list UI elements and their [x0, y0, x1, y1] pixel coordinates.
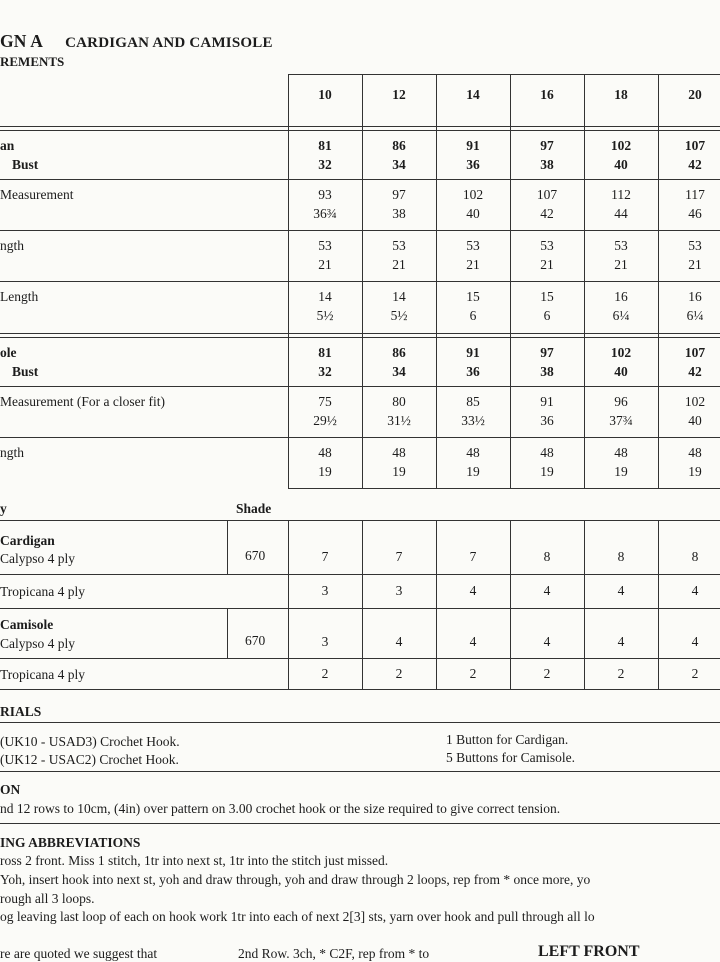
column-divider	[584, 74, 585, 488]
inch-value: 36	[540, 413, 554, 428]
inch-value: 36	[466, 364, 480, 379]
shade-divider	[227, 608, 228, 658]
cm-value: 86	[392, 138, 406, 153]
shade-divider	[227, 520, 228, 574]
cm-value: 107	[684, 138, 706, 153]
table-rule	[288, 74, 720, 75]
cm-value: 85	[466, 394, 480, 409]
inch-value: 32	[318, 364, 332, 379]
inch-value: 19	[540, 464, 554, 479]
cm-value: 81	[318, 138, 332, 153]
row-label: Measurement (For a closer fit)	[0, 394, 165, 409]
row-sublabel: Bust	[12, 364, 39, 379]
button-item-2: 5 Buttons for Camisole.	[446, 750, 575, 765]
ball-count: 2	[617, 666, 625, 681]
cm-value: 14	[318, 289, 332, 304]
tension-heading: ON	[0, 782, 21, 797]
cm-value: 112	[611, 187, 631, 202]
inch-value: 33½	[461, 413, 485, 428]
inch-value: 6	[469, 308, 477, 323]
ball-count: 4	[543, 583, 551, 598]
ball-count: 8	[617, 549, 625, 564]
table-rule	[0, 337, 720, 338]
ball-count: 4	[691, 583, 699, 598]
inch-value: 32	[318, 157, 332, 172]
cm-value: 75	[318, 394, 332, 409]
cm-value: 48	[392, 445, 406, 460]
table-rule	[0, 689, 720, 690]
cm-value: 48	[466, 445, 480, 460]
abbreviations-heading: ING ABBREVIATIONS	[0, 835, 141, 850]
yarn-name: Calypso 4 ply	[0, 636, 76, 651]
cm-value: 81	[318, 345, 332, 360]
hook-item-1: (UK10 - USAD3) Crochet Hook.	[0, 734, 180, 749]
inch-value: 36¾	[313, 206, 337, 221]
inch-value: 21	[318, 257, 332, 272]
inch-value: 21	[688, 257, 702, 272]
cm-value: 97	[392, 187, 406, 202]
cm-value: 117	[685, 187, 705, 202]
inch-value: 5½	[316, 308, 334, 323]
inch-value: 42	[540, 206, 554, 221]
cm-value: 96	[614, 394, 628, 409]
materials-rule-bottom	[0, 771, 720, 772]
table-rule	[0, 130, 720, 131]
ball-count: 3	[321, 634, 329, 649]
cm-value: 16	[688, 289, 702, 304]
table-rule	[0, 608, 720, 609]
column-divider	[362, 74, 363, 488]
cm-value: 15	[466, 289, 480, 304]
ball-count: 4	[543, 634, 551, 649]
inch-value: 44	[614, 206, 628, 221]
column-divider	[436, 74, 437, 488]
table-rule	[288, 488, 720, 489]
inch-value: 21	[466, 257, 480, 272]
shade-heading: Shade	[236, 501, 272, 516]
column-divider	[584, 520, 585, 689]
cm-value: 86	[392, 345, 406, 360]
cm-value: 102	[684, 394, 706, 409]
row-label: ngth	[0, 445, 25, 460]
cm-value: 102	[610, 345, 632, 360]
inch-value: 36	[466, 157, 480, 172]
ball-count: 3	[395, 583, 403, 598]
inch-value: 29½	[313, 413, 337, 428]
inch-value: 31½	[387, 413, 411, 428]
ball-count: 8	[691, 549, 699, 564]
column-divider	[658, 74, 659, 488]
shade-value: 670	[245, 633, 266, 648]
inch-value: 40	[614, 364, 628, 379]
cm-value: 102	[610, 138, 632, 153]
inch-value: 34	[392, 364, 406, 379]
row-label: ole	[0, 345, 17, 360]
row-sublabel: Bust	[12, 157, 39, 172]
inch-value: 42	[688, 157, 702, 172]
inch-value: 40	[466, 206, 480, 221]
inch-value: 40	[688, 413, 702, 428]
cm-value: 97	[540, 345, 554, 360]
column-divider	[658, 520, 659, 689]
button-item-1: 1 Button for Cardigan.	[446, 732, 569, 747]
ball-count: 2	[691, 666, 699, 681]
inch-value: 19	[318, 464, 332, 479]
cm-value: 97	[540, 138, 554, 153]
table-rule	[0, 281, 720, 282]
inch-value: 40	[614, 157, 628, 172]
inch-value: 37¾	[609, 413, 633, 428]
cm-value: 53	[392, 238, 406, 253]
column-divider	[510, 74, 511, 488]
ball-count: 3	[321, 583, 329, 598]
ball-count: 4	[395, 634, 403, 649]
cm-value: 91	[466, 138, 480, 153]
size-header: 10	[318, 87, 332, 102]
yarn-name: Tropicana 4 ply	[0, 584, 85, 599]
inch-value: 38	[392, 206, 406, 221]
shade-value: 670	[245, 548, 266, 563]
inch-value: 38	[540, 157, 554, 172]
yarn-name: Calypso 4 ply	[0, 551, 76, 566]
inch-value: 6¼	[686, 308, 704, 323]
inch-value: 21	[540, 257, 554, 272]
table-rule	[0, 333, 720, 334]
ball-count: 4	[617, 634, 625, 649]
table-rule	[0, 520, 720, 521]
inch-value: 38	[540, 364, 554, 379]
page-title	[0, 31, 273, 52]
table-rule	[0, 574, 720, 575]
row-label: ngth	[0, 238, 25, 253]
table-rule	[0, 230, 720, 231]
ball-count: 2	[395, 666, 403, 681]
cm-value: 48	[318, 445, 332, 460]
inch-value: 34	[392, 157, 406, 172]
column-divider	[510, 520, 511, 689]
cm-value: 102	[462, 187, 484, 202]
inch-value: 6	[543, 308, 551, 323]
cm-value: 53	[614, 238, 628, 253]
tension-text: nd 12 rows to 10cm, (4in) over pattern on 3.00 crochet hook or the size required to give correct tension.	[0, 801, 561, 816]
cm-value: 53	[540, 238, 554, 253]
size-header: 16	[540, 87, 554, 102]
ball-count: 8	[543, 549, 551, 564]
ball-count: 7	[395, 549, 403, 564]
abbreviation-line-2: Yoh, insert hook into next st, yoh and draw through, yoh and draw through 2 loops, rep from * once more, yo	[0, 872, 591, 887]
ball-count: 4	[469, 634, 477, 649]
size-header: 18	[614, 87, 628, 102]
yarn-heading: y	[0, 501, 7, 516]
inch-value: 19	[392, 464, 406, 479]
inch-value: 19	[466, 464, 480, 479]
inch-value: 6¼	[612, 308, 630, 323]
inch-value: 21	[392, 257, 406, 272]
ball-count: 2	[469, 666, 477, 681]
row-label: an	[0, 138, 15, 153]
ball-count: 4	[691, 634, 699, 649]
column-divider	[288, 520, 289, 689]
ball-count: 4	[469, 583, 477, 598]
abbreviation-line-1: ross 2 front. Miss 1 stitch, 1tr into next st, 1tr into the stitch just missed.	[0, 853, 389, 868]
design-label: GN A	[0, 31, 44, 51]
yarn-group-label: Camisole	[0, 617, 54, 632]
inch-value: 21	[614, 257, 628, 272]
cm-value: 48	[540, 445, 554, 460]
inch-value: 19	[614, 464, 628, 479]
size-header: 12	[392, 87, 406, 102]
table-rule	[0, 386, 720, 387]
size-header: 20	[688, 87, 702, 102]
table-rule	[0, 658, 720, 659]
cm-value: 48	[688, 445, 702, 460]
footer-left-front-heading: LEFT FRONT	[538, 943, 640, 960]
inch-value: 46	[688, 206, 702, 221]
table-rule	[0, 179, 720, 180]
column-divider	[362, 520, 363, 689]
ball-count: 7	[469, 549, 477, 564]
hook-item-2: (UK12 - USAC2) Crochet Hook.	[0, 752, 179, 767]
table-rule	[0, 126, 720, 127]
tension-rule	[0, 823, 720, 824]
ball-count: 2	[321, 666, 329, 681]
abbreviation-line-3: rough all 3 loops.	[0, 891, 95, 906]
cm-value: 14	[392, 289, 406, 304]
materials-rule-top	[0, 722, 720, 723]
ball-count: 4	[617, 583, 625, 598]
abbreviation-line-4: og leaving last loop of each on hook work 1tr into each of next 2[3] sts, yarn over hook and pull through all lo	[0, 909, 595, 924]
yarn-group-label: Cardigan	[0, 533, 55, 548]
row-label: Measurement	[0, 187, 74, 202]
cm-value: 107	[684, 345, 706, 360]
cm-value: 91	[466, 345, 480, 360]
cm-value: 91	[540, 394, 554, 409]
cm-value: 107	[536, 187, 558, 202]
measurements-heading: REMENTS	[0, 54, 65, 69]
ball-count: 2	[543, 666, 551, 681]
row-label: Length	[0, 289, 39, 304]
cm-value: 53	[688, 238, 702, 253]
column-divider	[288, 74, 289, 488]
design-title: CARDIGAN AND CAMISOLE	[65, 35, 273, 51]
inch-value: 5½	[390, 308, 408, 323]
column-divider	[436, 520, 437, 689]
footer-col-2: 2nd Row. 3ch, * C2F, rep from * to	[238, 946, 430, 961]
cm-value: 48	[614, 445, 628, 460]
cm-value: 15	[540, 289, 554, 304]
cm-value: 80	[392, 394, 406, 409]
cm-value: 53	[466, 238, 480, 253]
cm-value: 16	[614, 289, 628, 304]
yarn-name: Tropicana 4 ply	[0, 667, 85, 682]
footer-col-1: re are quoted we suggest that	[0, 946, 158, 961]
inch-value: 42	[688, 364, 702, 379]
size-header: 14	[466, 87, 480, 102]
materials-heading: RIALS	[0, 704, 42, 719]
inch-value: 19	[688, 464, 702, 479]
ball-count: 7	[321, 549, 329, 564]
cm-value: 93	[318, 187, 332, 202]
table-rule	[0, 437, 720, 438]
cm-value: 53	[318, 238, 332, 253]
